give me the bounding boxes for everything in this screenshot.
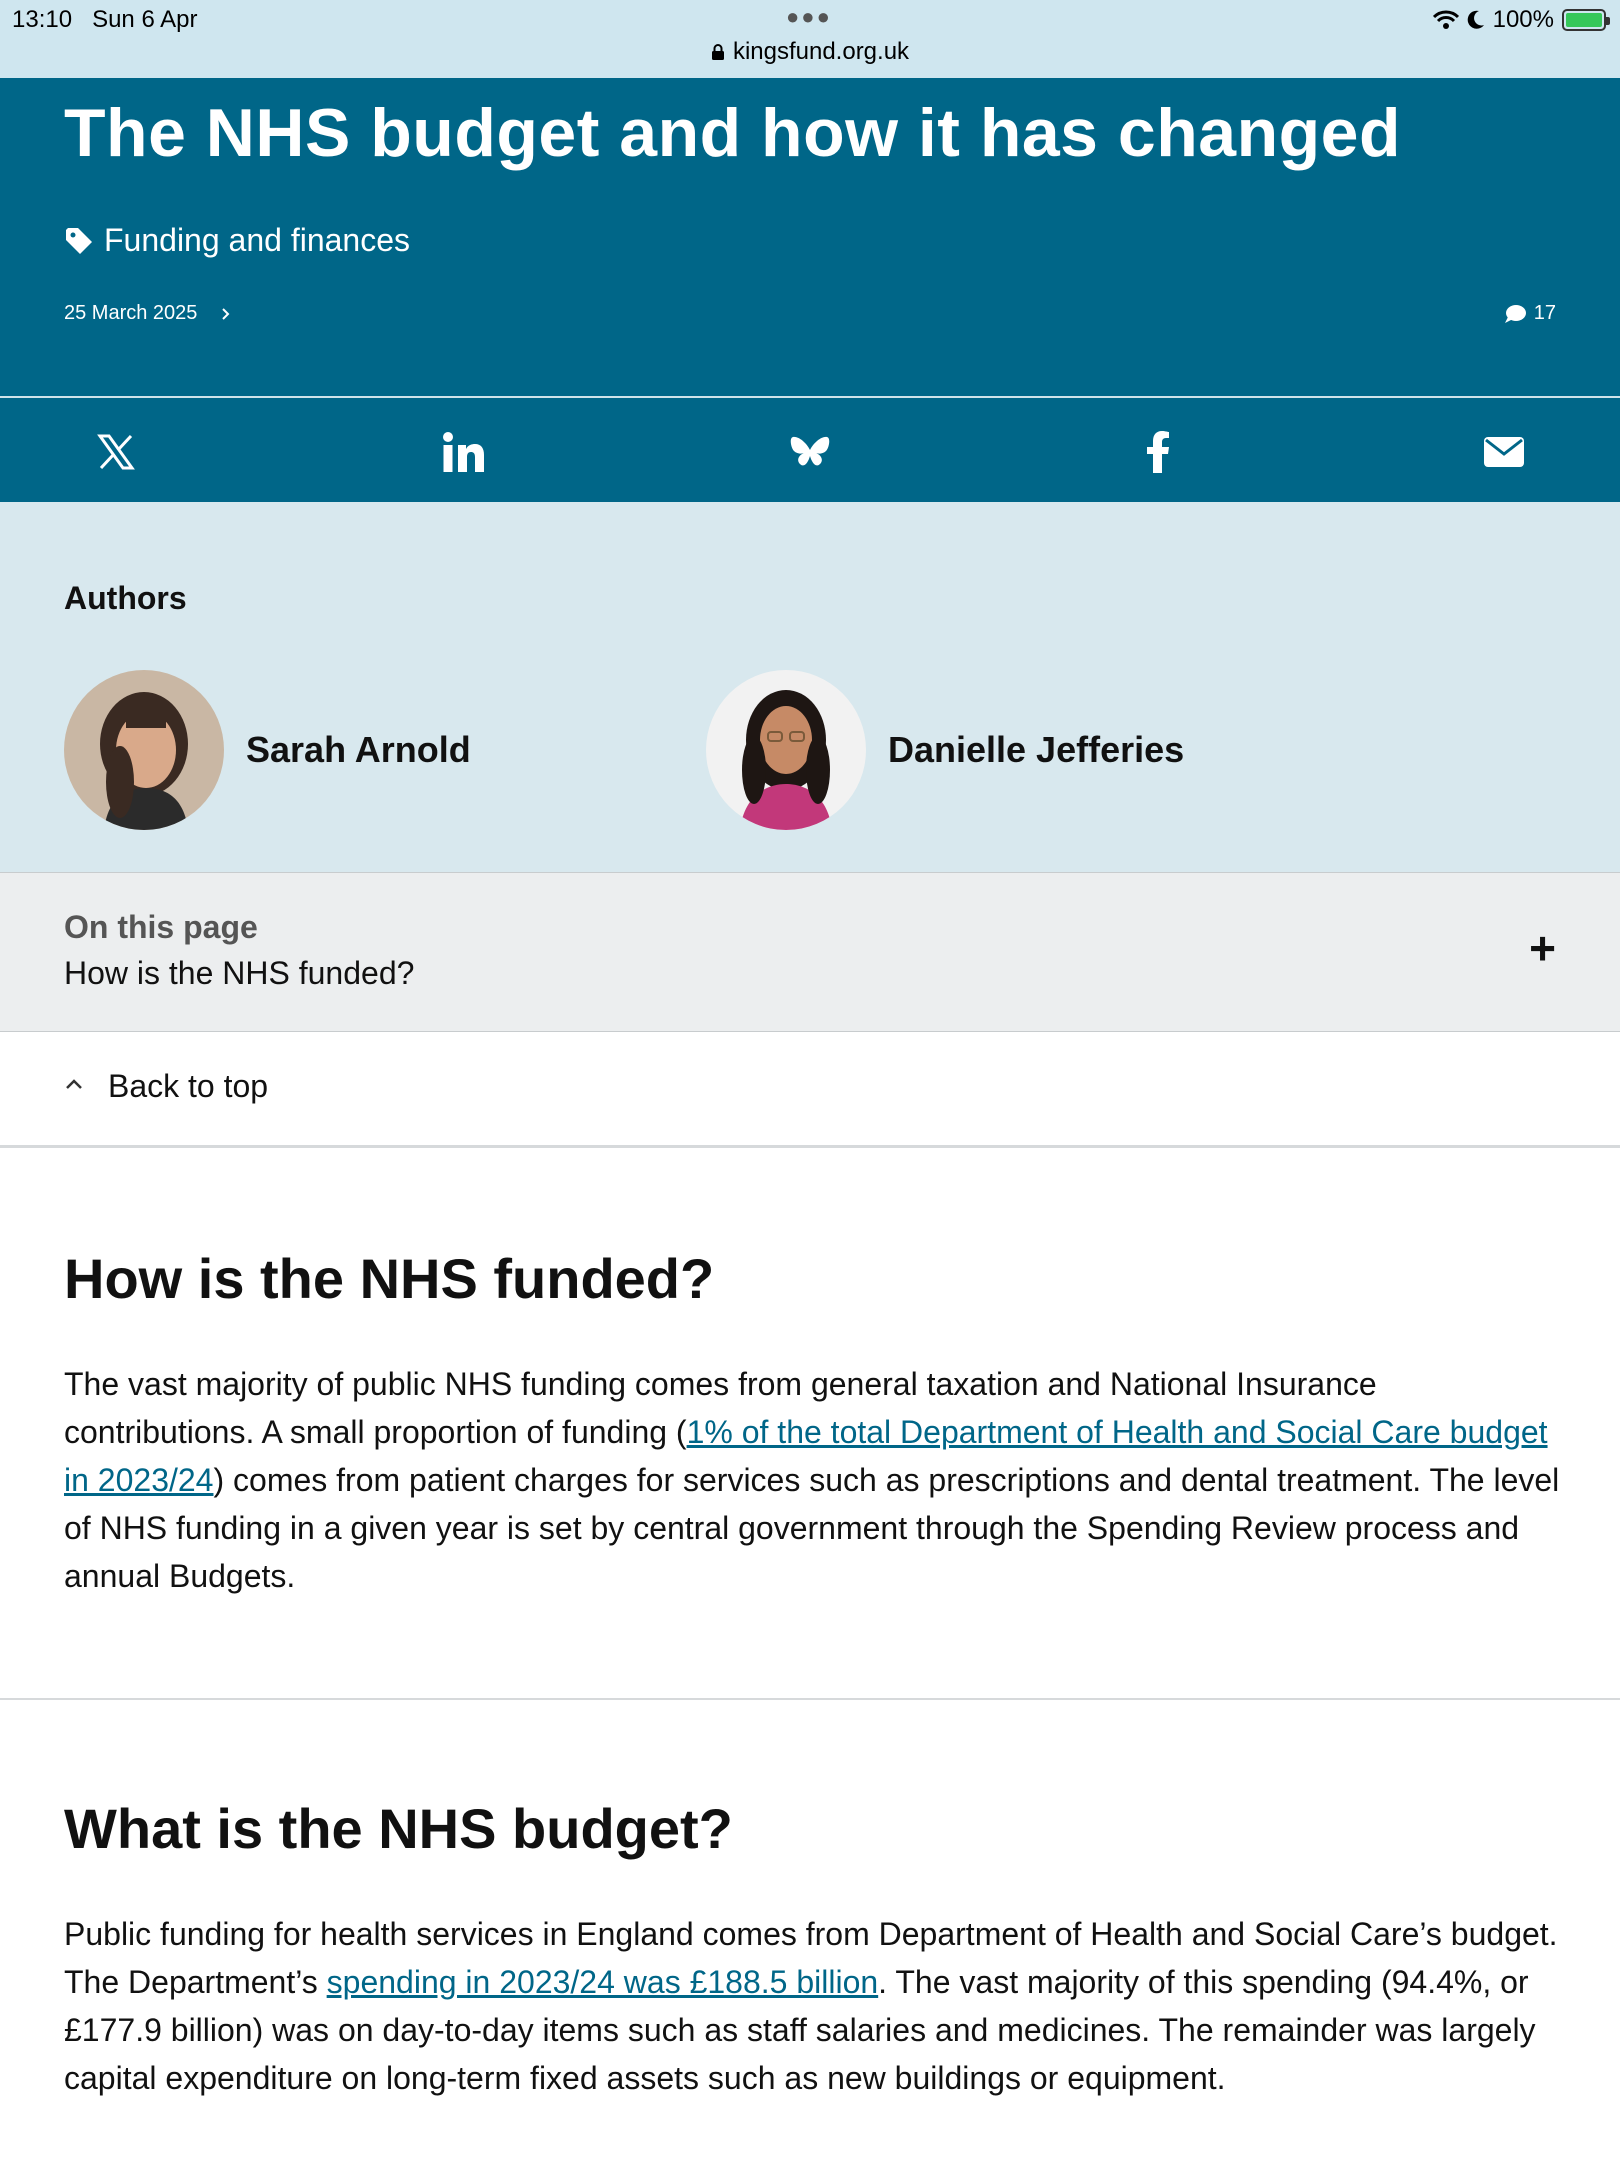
dhsc-budget-link[interactable]: 1% of the total Department of Health and Social Care budget in 2023/24 (64, 1414, 1548, 1498)
publish-date[interactable] (64, 302, 231, 325)
status-bar (0, 0, 1620, 78)
comments-link[interactable] (1504, 302, 1556, 325)
on-this-page-current: How is the NHS funded? (64, 955, 415, 991)
share-facebook-button[interactable] (1134, 428, 1182, 476)
avatar (706, 670, 866, 830)
spending-link[interactable]: spending in 2023/24 was £188.5 billion (326, 1964, 879, 2000)
share-bar (0, 396, 1620, 502)
share-email-button[interactable] (1480, 428, 1528, 476)
facebook-icon (1146, 431, 1170, 473)
x-icon (97, 433, 135, 471)
status-time: 13:10 Sun 6 Apr (12, 6, 198, 33)
topic-tag-label: Funding and finances (104, 222, 410, 258)
wifi-icon (1433, 10, 1459, 30)
author-card[interactable] (706, 670, 1184, 830)
status-indicators (1433, 6, 1606, 34)
back-to-top-label: Back to top (108, 1068, 269, 1104)
linkedin-icon (442, 430, 486, 474)
address-bar[interactable] (0, 38, 1620, 66)
url-text: kingsfund.org.uk (732, 38, 910, 65)
comment-count: 17 (1533, 302, 1556, 324)
battery-percent: 100% (1492, 6, 1554, 33)
page-title: The NHS budget and how it has changed (64, 95, 1401, 171)
tag-icon (64, 226, 94, 256)
article-section (0, 1700, 1620, 2160)
chevron-right-icon (221, 307, 231, 321)
section-paragraph: Public funding for health services in England comes from Department of Health and Social Care’s budget. The Department’s spending in 2023/24 was £188.5 billion. The vast majority of this spending (94.4%, or £177.9 billion) was on day-to-day items such as staff salaries and medicines. The remainder was largely capital expenditure on long-term fixed assets such as new buildings or equipment. (64, 1916, 1558, 2096)
moon-icon (1467, 10, 1485, 30)
section-heading: What is the NHS budget? (64, 1797, 733, 1860)
section-paragraph: The vast majority of public NHS funding comes from general taxation and National Insurance contributions. A small proportion of funding (1% of the total Department of Health and Social Care budget in 2023/24) comes from patient charges for services such as prescriptions and dental treatment. The level of NHS funding in a given year is set by central government through the Spending Review process and annual Budgets. (64, 1366, 1560, 1594)
authors-heading: Authors (64, 580, 187, 616)
chevron-up-icon (62, 1072, 86, 1096)
article-section (0, 1150, 1620, 1698)
on-this-page-toggle[interactable] (0, 872, 1620, 1032)
authors-section (0, 502, 1620, 872)
publish-date-label: 25 March 2025 (64, 302, 198, 324)
lock-icon (711, 44, 725, 60)
on-this-page-label: On this page (64, 909, 258, 945)
expand-plus-icon[interactable]: + (1529, 922, 1556, 974)
author-card[interactable] (64, 670, 471, 830)
author-name: Sarah Arnold (246, 729, 471, 770)
article-header (0, 78, 1620, 396)
bluesky-icon (790, 434, 830, 470)
email-icon (1483, 436, 1525, 468)
battery-icon (1562, 9, 1606, 31)
comment-icon (1504, 304, 1526, 324)
avatar (64, 670, 224, 830)
section-heading: How is the NHS funded? (64, 1247, 715, 1310)
share-x-button[interactable] (92, 428, 140, 476)
topic-tag[interactable] (64, 222, 410, 259)
back-to-top-link[interactable] (0, 1032, 1620, 1148)
more-dots-icon[interactable]: ●●● (786, 4, 832, 29)
share-linkedin-button[interactable] (440, 428, 488, 476)
share-bluesky-button[interactable] (786, 428, 834, 476)
author-name: Danielle Jefferies (888, 729, 1185, 770)
